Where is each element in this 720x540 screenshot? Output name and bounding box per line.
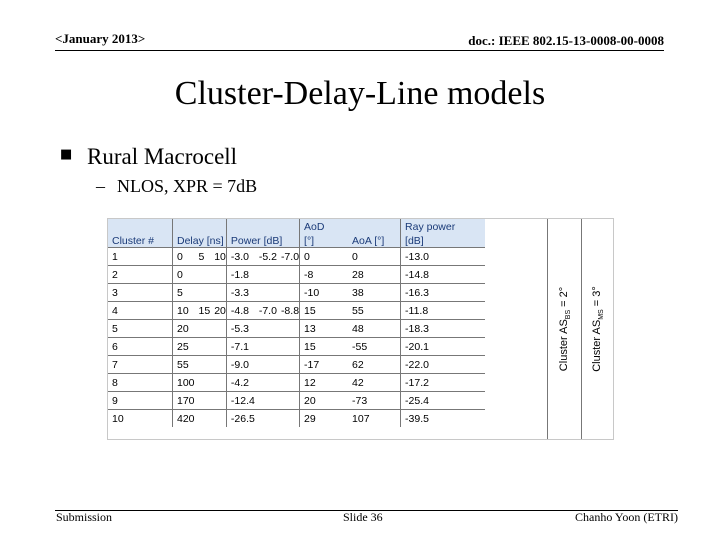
table-row (108, 302, 485, 320)
cell-power-2 (255, 356, 277, 374)
table-row (108, 284, 485, 302)
cell-power-2 (255, 410, 277, 428)
cell-power-1: -5.3 (226, 320, 254, 338)
cluster-as-ms-label: Cluster AS (590, 319, 603, 372)
dash-bullet-icon: – (96, 176, 105, 196)
cluster-as-ms-cell (581, 219, 614, 439)
cell-aoa: 48 (348, 320, 401, 338)
cell-delay-3 (210, 356, 226, 374)
cell-cluster: 5 (108, 320, 173, 338)
cell-delay-1: 20 (173, 320, 195, 338)
cell-ray-power: -18.3 (401, 320, 486, 338)
cell-delay-3 (210, 374, 226, 392)
cell-power-1: -9.0 (226, 356, 254, 374)
table-row (108, 266, 485, 284)
cell-delay-3 (210, 266, 226, 284)
cdl-table (108, 219, 485, 427)
cell-power-3: -8.8 (277, 302, 300, 320)
cell-delay-1: 100 (173, 374, 195, 392)
cell-delay-3: 20 (210, 302, 226, 320)
table-row (108, 374, 485, 392)
cell-cluster: 3 (108, 284, 173, 302)
cell-power-3 (277, 320, 300, 338)
cell-aod: 12 (300, 374, 349, 392)
cell-power-2 (255, 392, 277, 410)
cell-power-2 (255, 284, 277, 302)
cell-ray-power: -22.0 (401, 356, 486, 374)
cell-power-3 (277, 410, 300, 428)
cell-delay-1: 55 (173, 356, 195, 374)
cell-power-3 (277, 392, 300, 410)
cell-aoa: 0 (348, 248, 401, 266)
cdl-parameter-table (107, 218, 614, 440)
slide-title: Cluster-Delay-Line models (174, 75, 546, 112)
table-body (108, 248, 485, 428)
cell-cluster: 7 (108, 356, 173, 374)
cell-delay-3 (210, 410, 226, 428)
cell-cluster: 8 (108, 374, 173, 392)
cell-delay-1: 0 (173, 248, 195, 266)
cell-delay-1: 420 (173, 410, 195, 428)
cell-delay-2: 5 (195, 248, 211, 266)
cell-power-2: -7.0 (255, 302, 277, 320)
cell-aoa: -55 (348, 338, 401, 356)
cell-aoa: 42 (348, 374, 401, 392)
cell-aoa: 107 (352, 412, 370, 425)
footer-slide-number: Slide 36 (343, 510, 383, 524)
sub-bullet-item (96, 176, 257, 197)
header-ray-power-unit: [dB] (401, 233, 486, 248)
cell-ray-power: -39.5 (401, 410, 486, 428)
cell-delay-3 (210, 284, 226, 302)
header-aod: AoD (300, 219, 349, 233)
cell-delay-1: 10 (173, 302, 195, 320)
cell-delay-2 (195, 410, 211, 428)
cell-cluster: 4 (108, 302, 173, 320)
cell-power-1: -4.8 (226, 302, 254, 320)
cell-power-3 (277, 356, 300, 374)
cell-power-1: -1.8 (226, 266, 254, 284)
cell-ray-power: -16.3 (401, 284, 486, 302)
header-divider (55, 50, 664, 51)
cell-power-3 (277, 374, 300, 392)
header-document-id: doc.: IEEE 802.15-13-0008-00-0008 (468, 33, 664, 48)
header-aod-unit: [°] (300, 233, 349, 248)
table-row (108, 356, 485, 374)
cell-delay-3 (210, 338, 226, 356)
cell-aod: -17 (300, 356, 349, 374)
cell-power-2: -5.2 (255, 248, 277, 266)
cell-cluster: 6 (108, 338, 173, 356)
cell-aod: -8 (300, 266, 349, 284)
cell-ray-power: -25.4 (401, 392, 486, 410)
cell-power-3 (277, 266, 300, 284)
cell-delay-2 (195, 392, 211, 410)
cell-power-1: -3.0 (226, 248, 254, 266)
cell-power-1: -7.1 (226, 338, 254, 356)
cell-ray-power: -20.1 (401, 338, 486, 356)
cell-ray-power: -13.0 (401, 248, 486, 266)
cell-cluster: 1 (108, 248, 173, 266)
cell-ray-power: -11.8 (401, 302, 486, 320)
table-row (108, 392, 485, 410)
cell-delay-2 (195, 284, 211, 302)
cluster-as-ms-sub: MS (597, 309, 605, 320)
header-power: Power [dB] (226, 219, 299, 248)
cell-power-2 (255, 266, 277, 284)
cell-delay-3: 10 (210, 248, 226, 266)
cell-delay-1: 25 (173, 338, 195, 356)
square-bullet-icon: ■ (60, 147, 73, 162)
cell-delay-2 (195, 356, 211, 374)
footer-author: Chanho Yoon (ETRI) (574, 510, 678, 524)
cluster-as-bs-cell (548, 219, 582, 439)
cluster-as-bs-value: = 2° (557, 286, 570, 310)
cell-cluster: 10 (112, 412, 124, 425)
cell-aoa: -73 (348, 392, 401, 410)
sub-bullet-text: NLOS, XPR = 7dB (117, 176, 258, 196)
cell-delay-3 (210, 320, 226, 338)
cluster-as-panel (547, 219, 614, 439)
cell-power-1: -3.3 (226, 284, 254, 302)
cell-delay-1: 5 (173, 284, 195, 302)
cell-delay-2 (195, 338, 211, 356)
cell-delay-1: 0 (173, 266, 195, 284)
bullet-text: Rural Macrocell (87, 144, 238, 169)
cell-cluster: 9 (108, 392, 173, 410)
table-row (108, 320, 485, 338)
cell-aod: 0 (300, 248, 349, 266)
cell-aod: 15 (300, 302, 349, 320)
cell-aod: 29 (300, 410, 349, 428)
cell-delay-2 (195, 320, 211, 338)
cluster-as-bs-label: Cluster AS (557, 319, 570, 372)
cell-aod: 13 (300, 320, 349, 338)
cell-power-2 (255, 374, 277, 392)
cell-aoa: 62 (348, 356, 401, 374)
table-row (108, 410, 485, 428)
header-cluster: Cluster # (108, 219, 173, 248)
cluster-as-ms-value: = 3° (590, 286, 603, 310)
cell-delay-2: 15 (195, 302, 211, 320)
header-aoa: AoA [°] (348, 219, 401, 248)
cell-delay-3 (210, 392, 226, 410)
cell-power-3 (277, 338, 300, 356)
cell-aoa: 55 (348, 302, 401, 320)
cell-aoa: 38 (348, 284, 401, 302)
cell-power-2 (255, 320, 277, 338)
cell-ray-power: -17.2 (401, 374, 486, 392)
table-row (108, 338, 485, 356)
cell-power-3 (277, 284, 300, 302)
cell-cluster: 2 (108, 266, 173, 284)
cell-power-1: -12.4 (226, 392, 254, 410)
cluster-as-bs-sub: BS (564, 309, 572, 320)
header-delay: Delay [ns] (173, 219, 227, 248)
cell-aod: 15 (300, 338, 349, 356)
header-date: <January 2013> (55, 31, 146, 46)
cell-aod: 20 (300, 392, 349, 410)
header-ray-power: Ray power (401, 219, 486, 233)
cell-delay-1: 170 (173, 392, 195, 410)
cell-aod: -10 (300, 284, 349, 302)
table-row (108, 248, 485, 266)
cell-power-3: -7.0 (277, 248, 300, 266)
cell-ray-power: -14.8 (401, 266, 486, 284)
cell-aoa: 28 (348, 266, 401, 284)
footer-submission: Submission (56, 510, 113, 524)
cell-delay-2 (195, 374, 211, 392)
cell-power-2 (255, 338, 277, 356)
cell-delay-2 (195, 266, 211, 284)
cell-power-1: -4.2 (226, 374, 254, 392)
cell-power-1: -26.5 (226, 410, 254, 428)
